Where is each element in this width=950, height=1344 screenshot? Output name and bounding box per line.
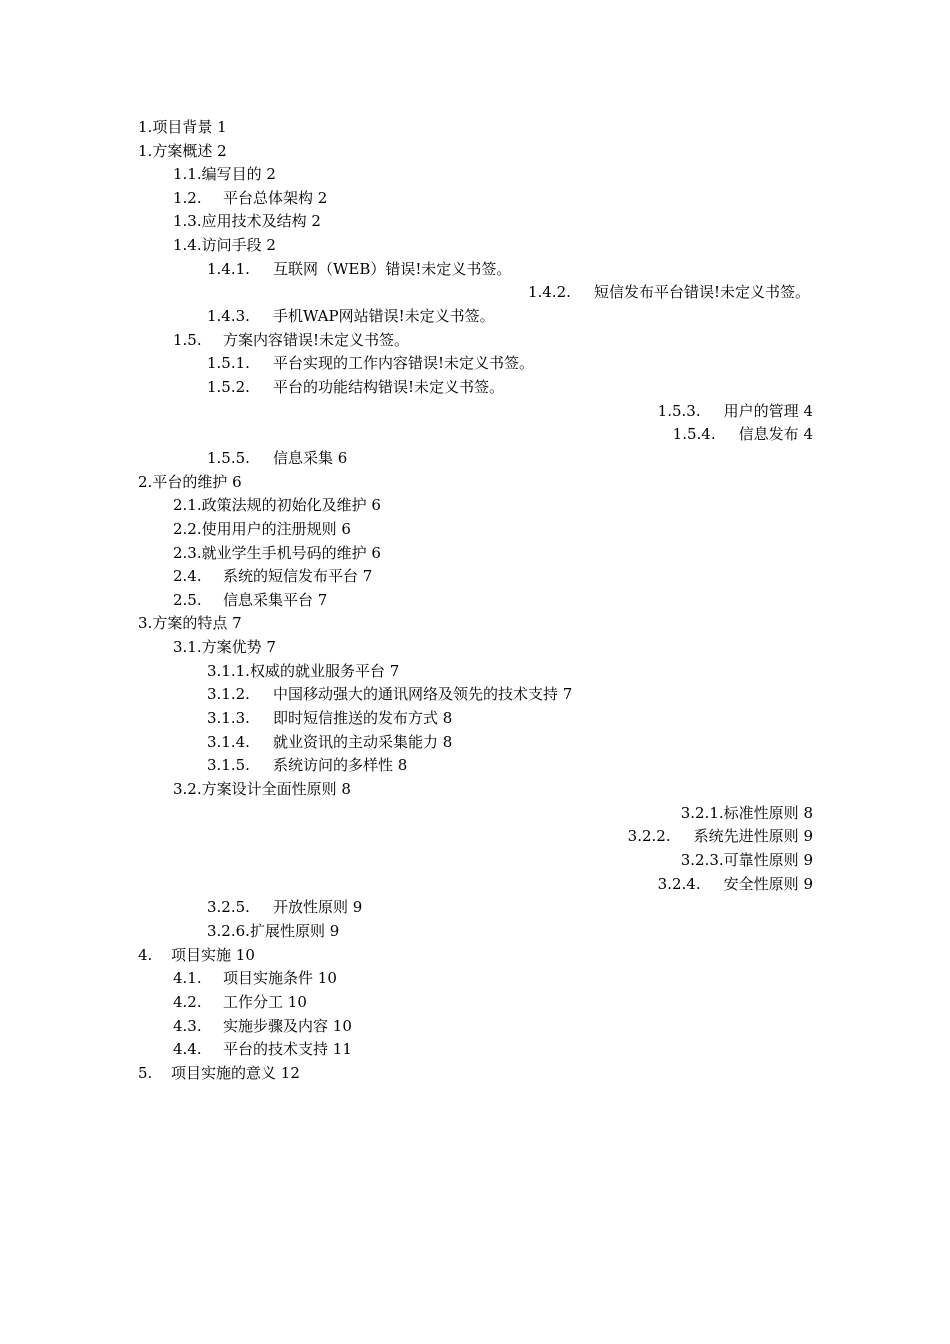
toc-entry-title: 方案概述 — [152, 142, 213, 160]
toc-entry-title: 开放性原则 — [273, 898, 349, 916]
toc-entry-page: 4 — [803, 425, 813, 443]
toc-entry-number: 2.5. — [173, 591, 202, 609]
toc-entry-title: 项目背景 — [152, 118, 213, 136]
toc-entry-title: 短信发布平台 — [593, 283, 684, 301]
toc-entry[interactable] — [207, 660, 399, 682]
toc-entry-number: 3.2.1. — [680, 804, 724, 822]
toc-entry-title: 扩展性原则 — [249, 922, 325, 940]
toc-entry-page: 8 — [341, 780, 351, 798]
toc-entry[interactable] — [173, 778, 351, 800]
toc-entry-page: 2 — [217, 142, 227, 160]
toc-entry-page: 7 — [266, 638, 276, 656]
toc-entry-number: 2. — [138, 473, 153, 491]
toc-entry[interactable] — [173, 518, 351, 540]
toc-entry-number: 3.1.3. — [207, 709, 250, 727]
toc-entry-number: 1.5.3. — [657, 402, 701, 420]
toc-entry-title: 平台实现的工作内容 — [273, 354, 409, 372]
toc-entry-title: 信息采集平台 — [223, 591, 314, 609]
toc-entry-number: 3.1. — [173, 638, 202, 656]
toc-entry[interactable] — [207, 305, 495, 327]
toc-entry-title: 权威的就业服务平台 — [249, 662, 385, 680]
toc-entry-title: 系统的短信发布平台 — [223, 567, 359, 585]
toc-entry-page: 错误!未定义书签。 — [378, 378, 505, 396]
toc-entry-number: 1.4.2. — [527, 283, 571, 301]
toc-entry-title: 可靠性原则 — [723, 851, 799, 869]
toc-entry-title: 编写目的 — [201, 165, 262, 183]
toc-entry-page: 7 — [362, 567, 373, 585]
toc-entry-title: 方案内容 — [223, 331, 284, 349]
toc-entry[interactable] — [173, 1015, 352, 1037]
toc-entry-number: 3.2.6. — [207, 922, 250, 940]
toc-entry-title: 就业资讯的主动采集能力 — [273, 733, 439, 751]
toc-entry-page: 9 — [803, 851, 813, 869]
toc-entry[interactable] — [173, 967, 337, 989]
toc-entry-title: 信息发布 — [738, 425, 799, 443]
toc-entry-page: 6 — [232, 473, 242, 491]
toc-entry-title: 就业学生手机号码的维护 — [201, 544, 367, 562]
toc-entry-title: 工作分工 — [223, 993, 284, 1011]
toc-entry-number: 1.5.5. — [207, 449, 250, 467]
toc-entry-title: 系统先进性原则 — [693, 827, 799, 845]
toc-entry[interactable] — [173, 542, 381, 564]
toc-entry[interactable] — [173, 1038, 352, 1060]
toc-entry[interactable] — [173, 636, 276, 658]
toc-entry-title: 实施步骤及内容 — [223, 1017, 329, 1035]
toc-entry-title: 平台的维护 — [152, 473, 228, 491]
toc-entry-number: 4.2. — [173, 993, 202, 1011]
toc-entry-number: 3.2.3. — [680, 851, 724, 869]
toc-entry-page: 6 — [371, 496, 381, 514]
toc-entry[interactable] — [681, 802, 813, 824]
toc-entry[interactable] — [138, 140, 227, 162]
toc-entry-title: 访问手段 — [201, 236, 262, 254]
toc-entry-page: 8 — [442, 709, 453, 727]
toc-entry-number: 1.4. — [173, 236, 202, 254]
toc-entry-number: 3.2. — [173, 780, 202, 798]
toc-entry[interactable] — [138, 471, 242, 493]
toc-entry-number: 1.4.3. — [207, 307, 250, 325]
toc-entry-title: 互联网（WEB） — [273, 260, 386, 278]
toc-entry-page: 8 — [442, 733, 453, 751]
toc-entry-number: 1.1. — [173, 165, 202, 183]
toc-entry[interactable] — [173, 494, 381, 516]
toc-entry-title: 方案优势 — [201, 638, 262, 656]
toc-entry-page: 10 — [317, 969, 337, 987]
toc-entry-number: 4.1. — [173, 969, 202, 987]
toc-entry-page: 错误!未定义书签。 — [385, 260, 512, 278]
toc-entry-number: 5. — [138, 1064, 153, 1082]
toc-entry-number: 3.1.5. — [207, 756, 250, 774]
toc-entry-number: 2.3. — [173, 544, 202, 562]
toc-entry-number: 1.5.4. — [672, 425, 716, 443]
toc-entry[interactable] — [173, 589, 327, 611]
toc-entry-page: 4 — [803, 402, 813, 420]
toc-entry-number: 3.2.5. — [207, 898, 250, 916]
toc-entry[interactable] — [207, 258, 511, 280]
toc-entry-title: 使用用户的注册规则 — [201, 520, 337, 538]
toc-entry[interactable] — [173, 565, 372, 587]
toc-entry-title: 中国移动强大的通讯网络及领先的技术支持 — [273, 685, 559, 703]
toc-entry[interactable] — [528, 281, 810, 303]
toc-entry-number: 2.4. — [173, 567, 202, 585]
toc-entry-page: 10 — [332, 1017, 352, 1035]
toc-entry[interactable] — [173, 234, 276, 256]
toc-entry-page: 6 — [371, 544, 381, 562]
toc-entry-page: 7 — [389, 662, 400, 680]
toc-entry-title: 方案设计全面性原则 — [201, 780, 337, 798]
toc-entry[interactable] — [207, 352, 534, 374]
toc-entry-title: 方案的特点 — [152, 614, 228, 632]
toc-entry[interactable] — [173, 210, 321, 232]
toc-entry-number: 1.5.1. — [207, 354, 250, 372]
toc-entry-title: 系统访问的多样性 — [273, 756, 394, 774]
toc-entry[interactable] — [207, 896, 362, 918]
toc-entry-page: 2 — [266, 165, 276, 183]
toc-entry-number: 3.1.2. — [207, 685, 250, 703]
toc-entry-number: 3.1.4. — [207, 733, 250, 751]
toc-entry-number: 1. — [138, 118, 153, 136]
toc-entry-number: 1. — [138, 142, 153, 160]
toc-entry-title: 手机WAP网站 — [273, 307, 369, 325]
toc-entry-page: 错误!未定义书签。 — [283, 331, 410, 349]
toc-entry-number: 1.3. — [173, 212, 202, 230]
toc-entry-page: 1 — [217, 118, 227, 136]
toc-entry[interactable] — [207, 683, 572, 705]
toc-entry-page: 9 — [803, 875, 813, 893]
toc-entry[interactable] — [138, 116, 227, 138]
toc-entry[interactable] — [173, 187, 327, 209]
toc-entry-page: 6 — [341, 520, 351, 538]
toc-entry[interactable] — [207, 447, 347, 469]
toc-entry[interactable] — [138, 612, 242, 634]
toc-entry-number: 2.1. — [173, 496, 202, 514]
toc-entry-page: 10 — [235, 946, 255, 964]
toc-entry[interactable] — [138, 944, 255, 966]
toc-entry-number: 1.5. — [173, 331, 202, 349]
toc-entry-number: 1.4.1. — [207, 260, 250, 278]
toc-entry-title: 用户的管理 — [723, 402, 799, 420]
toc-entry-number: 1.5.2. — [207, 378, 250, 396]
toc-entry[interactable] — [658, 873, 813, 895]
toc-entry[interactable] — [207, 754, 407, 776]
toc-entry-page: 9 — [329, 922, 340, 940]
toc-entry-page: 10 — [287, 993, 307, 1011]
toc-entry-page: 错误!未定义书签。 — [408, 354, 535, 372]
toc-entry-page: 2 — [317, 189, 328, 207]
toc-entry-title: 信息采集 — [273, 449, 334, 467]
toc-entry-number: 1.2. — [173, 189, 202, 207]
toc-entry-page: 7 — [232, 614, 242, 632]
toc-entry-title: 项目实施的意义 — [171, 1064, 277, 1082]
toc-entry[interactable] — [173, 163, 276, 185]
toc-entry-number: 4.4. — [173, 1040, 202, 1058]
toc-entry-page: 6 — [337, 449, 348, 467]
toc-entry-page: 8 — [397, 756, 408, 774]
toc-entry-title: 政策法规的初始化及维护 — [201, 496, 367, 514]
toc-entry-page: 12 — [280, 1064, 300, 1082]
toc-entry-number: 3.2.4. — [657, 875, 701, 893]
toc-entry-title: 项目实施条件 — [223, 969, 314, 987]
toc-entry[interactable] — [207, 376, 504, 398]
toc-entry-page: 8 — [803, 804, 813, 822]
toc-entry-page: 2 — [311, 212, 321, 230]
toc-entry[interactable] — [173, 991, 307, 1013]
toc-entry-number: 2.2. — [173, 520, 202, 538]
toc-entry-number: 4.3. — [173, 1017, 202, 1035]
toc-entry[interactable] — [658, 400, 813, 422]
toc-entry[interactable] — [207, 920, 339, 942]
toc-entry[interactable] — [673, 423, 813, 445]
toc-entry-page: 错误!未定义书签。 — [368, 307, 495, 325]
toc-entry-title: 平台的技术支持 — [223, 1040, 329, 1058]
toc-entry-title: 应用技术及结构 — [201, 212, 307, 230]
toc-entry[interactable] — [207, 731, 452, 753]
toc-entry-page: 7 — [562, 685, 573, 703]
toc-entry-number: 3.1.1. — [207, 662, 250, 680]
toc-entry-title: 即时短信推送的发布方式 — [273, 709, 439, 727]
toc-entry-title: 安全性原则 — [723, 875, 799, 893]
toc-entry-page: 9 — [803, 827, 813, 845]
toc-entry-page: 7 — [317, 591, 328, 609]
toc-entry[interactable] — [207, 707, 452, 729]
toc-entry-title: 平台的功能结构 — [273, 378, 379, 396]
toc-entry[interactable] — [138, 1062, 300, 1084]
toc-entry-page: 11 — [332, 1040, 352, 1058]
toc-entry-page: 2 — [266, 236, 276, 254]
toc-entry-number: 3.2.2. — [627, 827, 671, 845]
toc-entry-title: 项目实施 — [171, 946, 232, 964]
toc-entry-number: 3. — [138, 614, 153, 632]
toc-entry-title: 标准性原则 — [723, 804, 799, 822]
toc-entry[interactable] — [628, 825, 813, 847]
toc-entry[interactable] — [173, 329, 409, 351]
toc-entry-page: 9 — [352, 898, 363, 916]
toc-entry-page: 错误!未定义书签。 — [683, 283, 810, 301]
toc-entry-title: 平台总体架构 — [223, 189, 314, 207]
toc-entry[interactable] — [681, 849, 813, 871]
toc-entry-number: 4. — [138, 946, 153, 964]
